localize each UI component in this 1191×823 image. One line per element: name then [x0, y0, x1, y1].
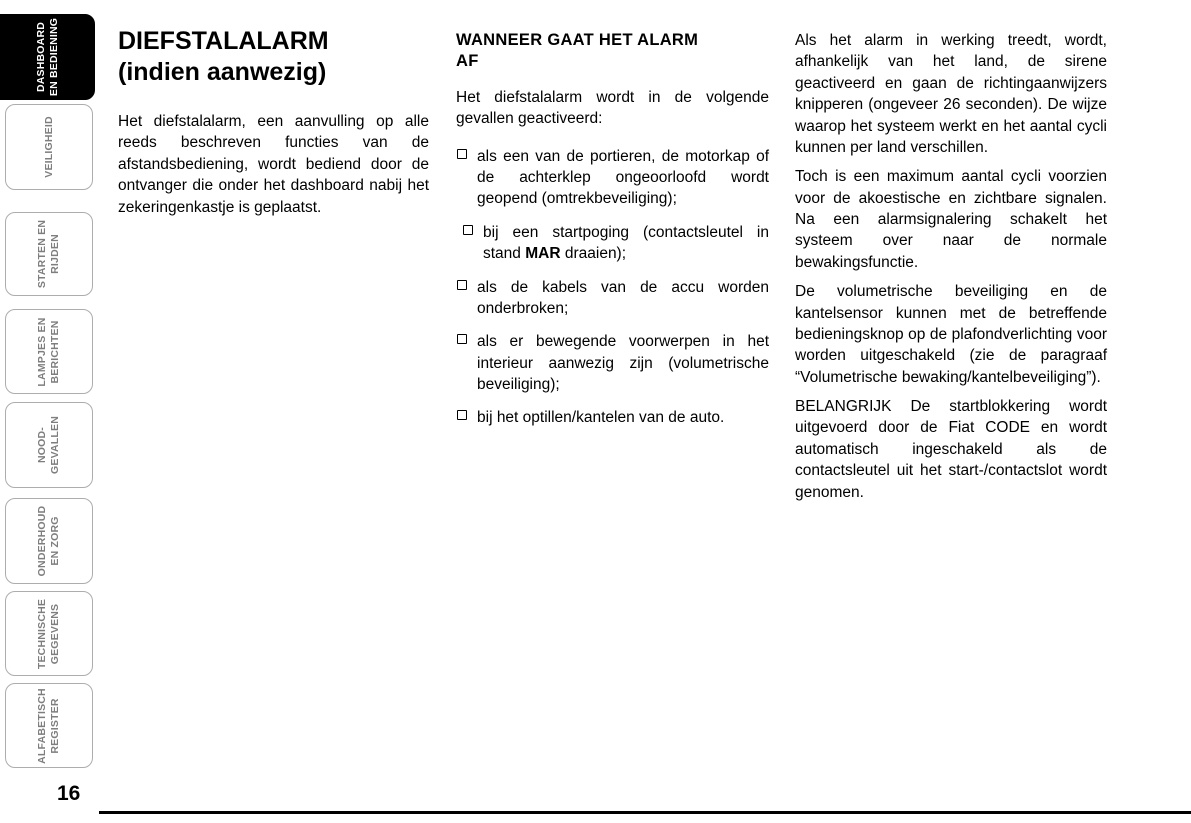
tab-label-line: RIJDEN	[49, 234, 61, 274]
sidebar-tab-onderhoud-en-zorg	[5, 498, 93, 584]
sidebar-tab-dashboard-en-bediening	[0, 14, 95, 100]
checkbox-bullet-icon	[457, 334, 467, 344]
list-item	[456, 331, 769, 395]
column-alarm-triggers	[456, 30, 769, 441]
list-item	[456, 222, 769, 265]
sidebar-tab-starten-en-rijden	[5, 212, 93, 296]
section-heading	[456, 30, 769, 73]
column-alarm-behavior	[795, 30, 1107, 511]
tab-label	[14, 500, 84, 582]
list-item-text: als een van de portieren, de motorkap of de achterklep ongeoorloofd wordt geopend (omtrekbeveiliging);	[477, 147, 769, 208]
page-title-line2: (indien aanwezig)	[118, 57, 327, 86]
tab-label-line: EN ZORG	[49, 516, 61, 566]
tab-label-line: REGISTER	[49, 697, 61, 754]
tab-label-line: ONDERHOUD	[36, 505, 49, 577]
intro-paragraph: Het diefstalalarm, een aanvulling op alle reeds beschreven functies van de afstandsbediening, wordt bediend door de ontvanger die onder het dashboard nabij het zekeringenkastje is geplaatst.	[118, 113, 429, 216]
body-paragraph: BELANGRIJK De startblokkering wordt uitgevoerd door de Fiat CODE en wordt automatisch ingeschakeld als de contactsleutel uit het start-/contactslot wordt genomen.	[795, 398, 1107, 501]
tab-label	[14, 685, 84, 767]
tab-label-line: VEILIGHEID	[42, 116, 55, 178]
section-heading-line2: AF	[456, 52, 479, 71]
tab-label	[14, 404, 84, 486]
checkbox-bullet-icon	[457, 149, 467, 159]
list-item-text	[483, 224, 769, 262]
sidebar-tab-noodgevallen	[5, 402, 93, 488]
tab-label	[14, 106, 84, 188]
tab-label-line: NOOD-	[36, 427, 49, 463]
tab-label-line: GEGEVENS	[49, 603, 61, 664]
footer-rule	[99, 811, 1191, 814]
sidebar-tab-technische-gegevens	[5, 591, 93, 676]
sidebar-tab-lampjes-en-berichten	[5, 309, 93, 394]
column-intro	[118, 26, 429, 218]
tab-label-line: EN BEDIENING	[47, 17, 60, 97]
tab-label	[14, 593, 84, 675]
list-item	[456, 146, 769, 210]
list-item-text-pre: bij een startpoging (contactsleutel in stand	[483, 223, 769, 263]
page-title-line1: DIEFSTALALARM	[118, 27, 329, 55]
tab-label-line: DASHBOARD	[34, 21, 47, 93]
sidebar-tab-index	[0, 0, 100, 823]
tab-label-line: ALFABETISCH	[36, 687, 49, 764]
tab-label	[14, 213, 84, 295]
checkbox-bullet-icon	[457, 280, 467, 290]
list-item	[456, 277, 769, 320]
body-paragraph: De volumetrische beveiliging en de kantelsensor kunnen met de betreffende bedieningsknop op de plafondverlichting voor worden uitgeschakeld (zie de paragraaf “Volumetrische bewaking/kantelbeveiliging”).	[795, 283, 1107, 386]
sidebar-tab-veiligheid	[5, 104, 93, 190]
section-heading-line1: WANNEER GAAT HET ALARM	[456, 31, 699, 49]
tab-label	[13, 16, 83, 98]
tab-label-line: STARTEN EN	[36, 219, 49, 289]
sidebar-tab-alfabetisch-register	[5, 683, 93, 768]
tab-label-line: GEVALLEN	[49, 416, 61, 474]
checkbox-bullet-icon	[463, 225, 473, 235]
tab-label-line: LAMPJES EN	[36, 316, 49, 387]
trigger-list	[456, 146, 769, 429]
checkbox-bullet-icon	[457, 410, 467, 420]
list-item-text: als de kabels van de accu worden onderbroken;	[477, 278, 769, 317]
list-item-text-bold: MAR	[525, 245, 561, 263]
list-item-text-post: draaien);	[560, 245, 627, 263]
list-item	[456, 407, 769, 428]
section-intro: Het diefstalalarm wordt in de volgende gevallen geactiveerd:	[456, 88, 769, 128]
body-paragraph: Als het alarm in werking treedt, wordt, afhankelijk van het land, de sirene geactiveerd en gaan de richtingaanwijzers knipperen (ongeveer 26 seconden). De wijze waarop het systeem werkt en het aantal cycli kunnen per land verschillen.	[795, 32, 1107, 156]
page-number: 16	[57, 782, 81, 805]
body-paragraph: Toch is een maximum aantal cycli voorzien voor de akoestische en zichtbare signalen. Na een alarmsignalering schakelt het systeem over naar de normale bewakingsfunctie.	[795, 168, 1107, 271]
tab-label	[14, 311, 84, 393]
list-item-text: als er bewegende voorwerpen in het interieur aanwezig zijn (volumetrische beveiliging);	[477, 333, 769, 393]
page-title	[118, 26, 429, 87]
tab-label-line: BERICHTEN	[49, 319, 61, 384]
tab-label-line: TECHNISCHE	[36, 598, 49, 669]
list-item-text: bij het optillen/kantelen van de auto.	[477, 409, 725, 427]
